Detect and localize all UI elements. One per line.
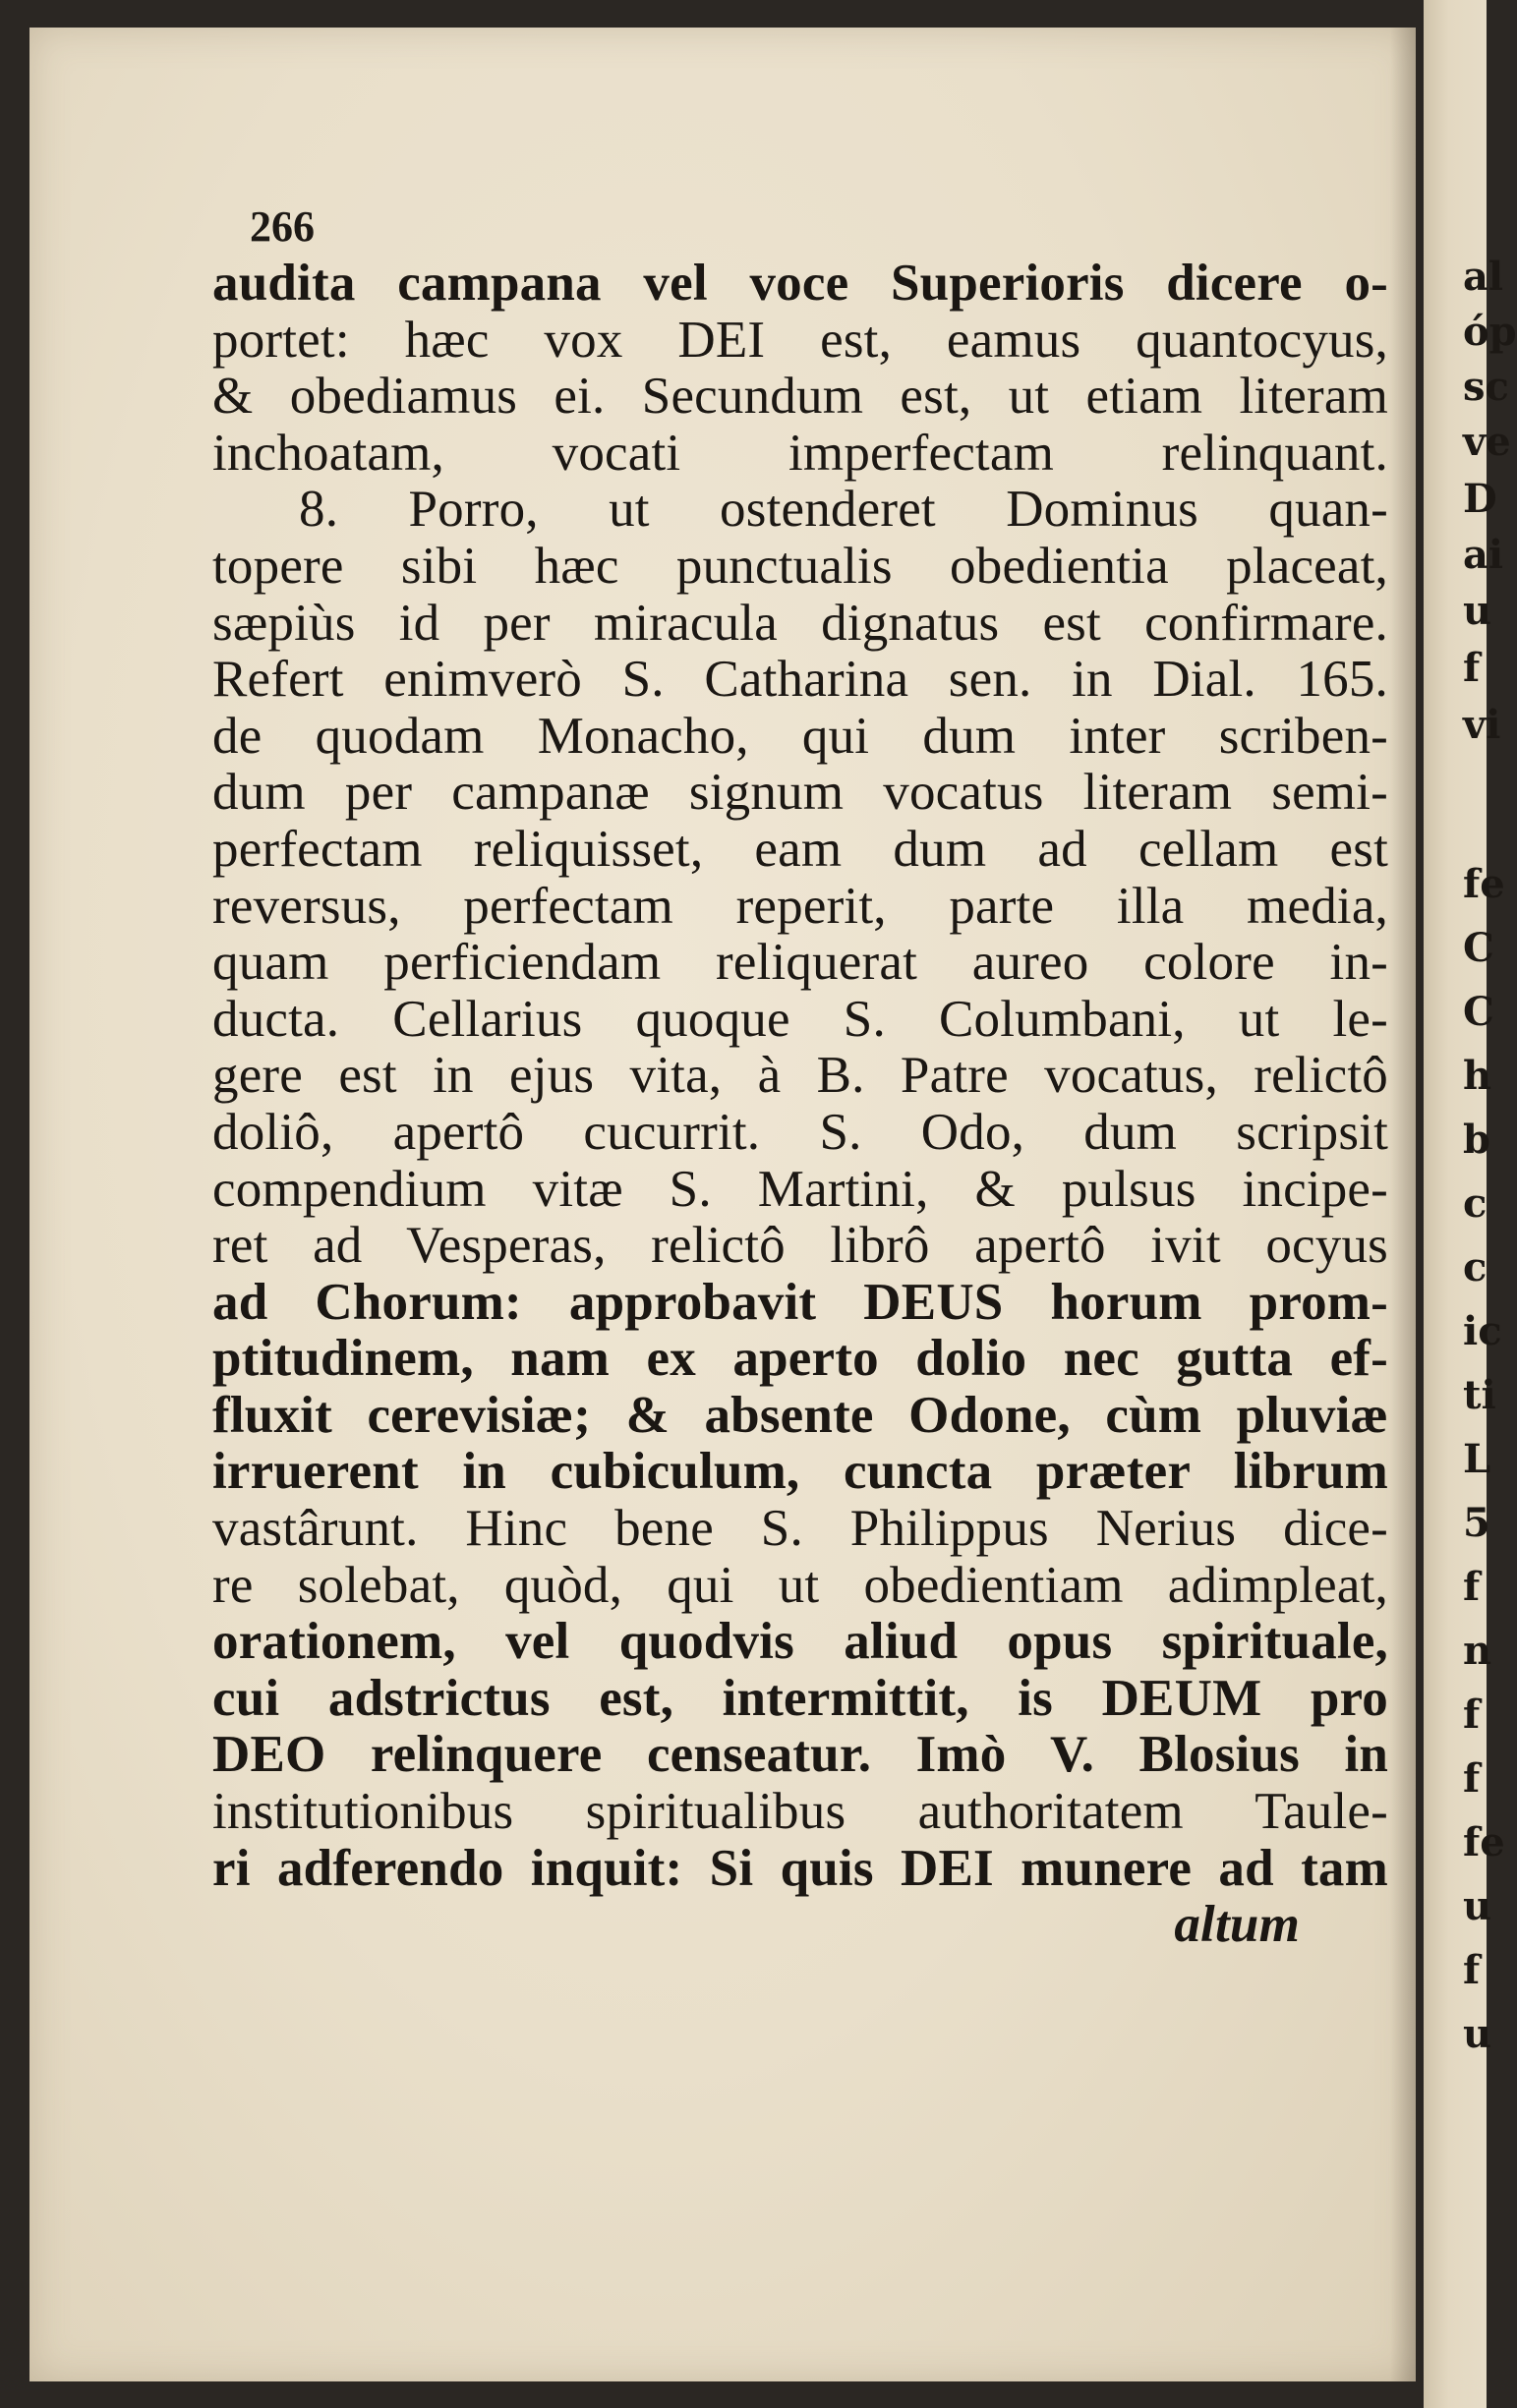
text-line: ducta. Cellarius quoque S. Columbani, ut le- — [212, 990, 1388, 1048]
adjacent-page-fragment: óp — [1463, 309, 1517, 355]
text-line: ptitudinem, nam ex aperto dolio nec gutta ef- — [212, 1330, 1388, 1388]
text-line: gere est in ejus vita, à B. Patre vocatus, relictô — [212, 1047, 1388, 1105]
text-line: re solebat, quòd, qui ut obedientiam adimpleat, — [212, 1556, 1388, 1614]
adjacent-page-fragment: D — [1463, 476, 1497, 522]
adjacent-page-fragment: fe — [1463, 1819, 1505, 1865]
adjacent-page-fragment: f — [1463, 1691, 1481, 1738]
page-number: 266 — [250, 202, 315, 251]
catchword: altum — [1174, 1896, 1300, 1954]
adjacent-page-fragment: ic — [1463, 1308, 1502, 1354]
text-line: topere sibi hæc punctualis obedientia placeat, — [212, 537, 1388, 595]
adjacent-page-fragment: L — [1463, 1436, 1491, 1482]
adjacent-page-fragment: vi — [1463, 702, 1501, 748]
adjacent-page-fragment: ai — [1463, 532, 1504, 578]
adjacent-page-fragment: fe — [1463, 861, 1505, 907]
text-line: institutionibus spiritualibus authoritatem Taule- — [212, 1783, 1388, 1841]
text-line: quam perficiendam reliquerat aureo colore in- — [212, 934, 1388, 992]
adjacent-page-fragment: sc — [1463, 364, 1509, 410]
adjacent-page-fragment: C — [1463, 925, 1494, 971]
text-line: dum per campanæ signum vocatus literam semi- — [212, 764, 1388, 822]
adjacent-page-fragment: c — [1463, 1180, 1488, 1227]
adjacent-page-fragment: 5 — [1463, 1500, 1490, 1546]
text-line: vastârunt. Hinc bene S. Philippus Nerius dice- — [212, 1500, 1388, 1558]
text-line: orationem, vel quodvis aliud opus spirituale, — [212, 1613, 1388, 1671]
adjacent-page-fragment: u — [1463, 588, 1492, 634]
adjacent-page-fragment: b — [1463, 1117, 1490, 1163]
adjacent-page-fragment: h — [1463, 1053, 1492, 1099]
text-line: sæpiùs id per miracula dignatus est confirmare. — [212, 594, 1388, 652]
text-line: compendium vitæ S. Martini, & pulsus incipe- — [212, 1160, 1388, 1218]
adjacent-page-edge — [1424, 0, 1517, 2408]
adjacent-page-fragment: ti — [1463, 1372, 1496, 1418]
adjacent-page-fragment: u — [1463, 1883, 1492, 1929]
text-line: 8. Porro, ut ostenderet Dominus quan- — [299, 481, 1388, 539]
text-line: doliô, apertô cucurrit. S. Odo, dum scripsit — [212, 1103, 1388, 1161]
text-line: de quodam Monacho, qui dum inter scriben- — [212, 707, 1388, 765]
text-line: ret ad Vesperas, relictô librô apertô ivit ocyus — [212, 1217, 1388, 1275]
text-line: portet: hæc vox DEI est, eamus quantocyus, — [212, 311, 1388, 369]
adjacent-page-fragment: n — [1463, 1628, 1492, 1674]
text-line: cui adstrictus est, intermittit, is DEUM pro — [212, 1669, 1388, 1727]
text-line: perfectam reliquisset, eam dum ad cellam est — [212, 820, 1388, 878]
adjacent-page-fragment: ve — [1463, 419, 1511, 465]
adjacent-page-fragment: al — [1463, 254, 1504, 300]
text-line: ad Chorum: approbavit DEUS horum prom- — [212, 1273, 1388, 1331]
page-text — [212, 256, 1388, 1954]
adjacent-page-fragment: f — [1463, 645, 1481, 691]
text-line: audita campana vel voce Superioris dicere o- — [212, 255, 1388, 312]
adjacent-page-fragment: c — [1463, 1244, 1488, 1290]
adjacent-page-fragment: u — [1463, 2011, 1492, 2057]
text-line: Refert enimverò S. Catharina sen. in Dial. 165. — [212, 651, 1388, 709]
text-line: inchoatam, vocati imperfectam relinquant. — [212, 424, 1388, 482]
adjacent-page-fragment: f — [1463, 1755, 1481, 1802]
adjacent-page-fragment: C — [1463, 989, 1494, 1035]
text-line: fluxit cerevisiæ; & absente Odone, cùm pluviæ — [212, 1386, 1388, 1444]
text-line: & obediamus ei. Secundum est, ut etiam literam — [212, 368, 1388, 426]
adjacent-page-fragment: f — [1463, 1947, 1481, 1993]
adjacent-page-fragment: f — [1463, 1564, 1481, 1610]
text-line: DEO relinquere censeatur. Imò V. Blosius in — [212, 1726, 1388, 1784]
text-line: reversus, perfectam reperit, parte illa media, — [212, 877, 1388, 935]
page-gutter-shadow — [1390, 28, 1416, 2381]
text-line: irruerent in cubiculum, cuncta præter librum — [212, 1443, 1388, 1501]
text-line: ri adferendo inquit: Si quis DEI munere ad tam — [212, 1839, 1388, 1897]
